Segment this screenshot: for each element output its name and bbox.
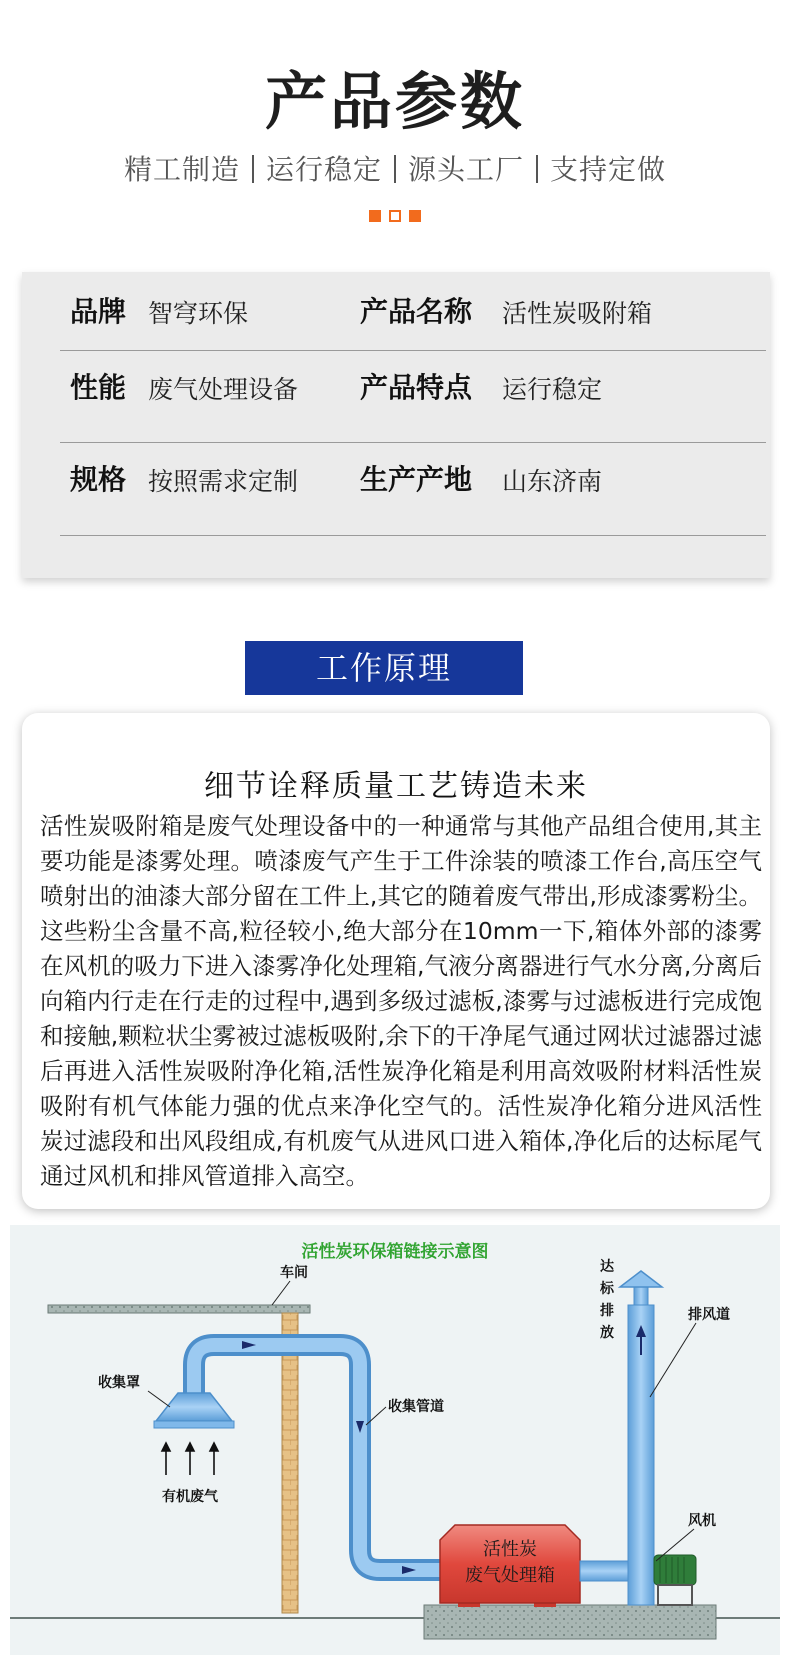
spec-label: 品牌 [70,295,127,328]
label-box-line1: 活性炭 [483,1539,537,1559]
spec-label: 规格 [70,463,127,496]
principle-card [22,713,770,1209]
label-pipe: 收集管道 [388,1398,444,1414]
principle-heading: 细节诠释质量工艺铸造未来 [204,769,588,804]
label-organic-gas: 有机废气 [162,1488,218,1504]
dot-icon [369,210,381,222]
feature-item: 运行稳定 [265,153,382,186]
spec-value: 智穹环保 [148,299,249,328]
spec-row [22,348,770,438]
divider [252,155,254,183]
connection-diagram [10,1225,780,1655]
ceiling-slab [48,1305,310,1313]
section-banner: 工作原理 [245,641,523,695]
spec-value: 山东济南 [502,467,603,496]
brick-column [282,1313,298,1613]
spec-value: 活性炭吸附箱 [502,299,653,328]
label-fan: 风机 [688,1512,716,1528]
spec-label: 产品特点 [360,371,473,404]
principle-text: 活性炭吸附箱是废气处理设备中的一种通常与其他产品组合使用,其主要功能是漆雾处理。喷漆废气产生于工件涂装的喷漆工作台,高压空气喷射出的油漆大部分留在工件上,其它的随着废气带出,形成漆雾粉尘。这些粉尘含量不高,粒径较小,绝大部分在10mm一下,箱体外部的漆雾在风机的吸力下进入漆雾净化处理箱,气液分离器进行气水分离,分离后向箱内行走在行走的过程中,遇到多级过滤板,漆雾与过滤板进行完成饱和接触,颗粒状尘雾被过滤板吸附,余下的干净尾气通过网状过滤器过滤后再进入活性炭吸附净化箱,活性炭净化箱是利用高效吸附材料活性炭吸附有机气体能力强的优点来净化空气的。活性炭净化箱分进风活性炭过滤段和出风段组成,有机废气从进风口进入箱体,净化后的达标尾气通过风机和排风管道排入高空。 [40,812,762,1190]
treatment-box [440,1525,580,1603]
dot-icon [409,210,421,222]
spec-table [22,272,770,578]
spec-value: 按照需求定制 [148,467,299,496]
equipment-base [424,1605,716,1639]
row-divider [60,535,766,536]
spec-label: 产品名称 [360,295,473,328]
divider [394,155,396,183]
diagram-background [10,1225,780,1655]
feature-tagline [0,150,790,190]
spec-label: 生产产地 [360,463,473,496]
label-workshop: 车间 [280,1264,308,1280]
feature-item: 支持定做 [550,153,667,186]
spec-value: 运行稳定 [502,375,603,404]
dot-icon [389,210,401,222]
label-box-line2: 废气处理箱 [465,1565,555,1585]
spec-label: 性能 [70,371,127,404]
diagram-title: 活性炭环保箱链接示意图 [301,1242,489,1261]
feature-item: 源头工厂 [408,153,525,186]
feature-item: 精工制造 [123,153,240,186]
spec-value: 废气处理设备 [148,375,299,404]
divider [536,155,538,183]
page-title: 产品参数 [264,65,525,138]
label-stack: 排风道 [688,1306,730,1322]
label-standard-discharge: 达 标 排 放 [600,1258,614,1340]
label-hood: 收集罩 [98,1374,140,1390]
decorative-dots [0,210,790,222]
spec-row [22,440,770,530]
